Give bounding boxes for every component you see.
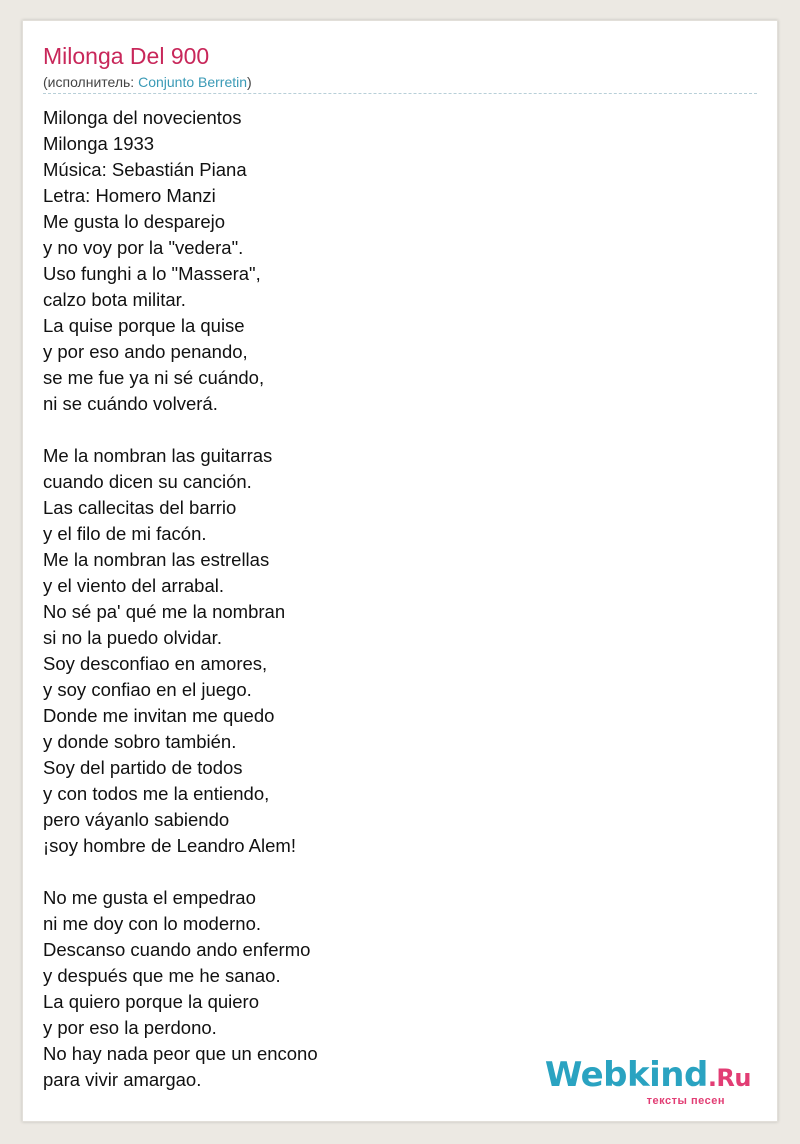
artist-link[interactable]: Conjunto Berretin: [138, 74, 248, 90]
lyric-line: y por eso ando penando,: [43, 341, 248, 362]
lyric-line: si no la puedo olvidar.: [43, 627, 222, 648]
lyric-line: Uso funghi a lo "Massera",: [43, 263, 261, 284]
lyric-line: Descanso cuando ando enfermo: [43, 939, 311, 960]
logo-tld: .Ru: [707, 1064, 751, 1092]
lyric-line: Donde me invitan me quedo: [43, 705, 275, 726]
stanza-break: [43, 417, 743, 443]
lyric-line: se me fue ya ni sé cuándo,: [43, 367, 265, 388]
lyric-line: calzo bota militar.: [43, 289, 186, 310]
webkind-logo[interactable]: [541, 1055, 751, 1107]
stanza-break: [43, 859, 743, 885]
lyric-line: y el filo de mi facón.: [43, 523, 207, 544]
lyric-line: No hay nada peor que un encono: [43, 1043, 318, 1064]
lyric-line: No sé pa' qué me la nombran: [43, 601, 286, 622]
lyric-line: pero váyanlo sabiendo: [43, 809, 230, 830]
lyric-line: y después que me he sanao.: [43, 965, 281, 986]
lyric-line: Música: Sebastián Piana: [43, 159, 247, 180]
lyric-line: Milonga del novecientos: [43, 107, 242, 128]
byline-suffix: ): [247, 74, 252, 90]
byline-prefix: (исполнитель:: [43, 74, 139, 90]
logo-wordmark: [545, 1055, 751, 1095]
lyric-line: ¡soy hombre de Leandro Alem!: [43, 835, 296, 856]
lyric-line: Las callecitas del barrio: [43, 497, 237, 518]
lyric-line: Me la nombran las estrellas: [43, 549, 270, 570]
lyric-line: Me gusta lo desparejo: [43, 211, 226, 232]
lyric-line: Soy del partido de todos: [43, 757, 243, 778]
lyric-line: Soy desconfiao en amores,: [43, 653, 268, 674]
lyric-line: y soy confiao en el juego.: [43, 679, 252, 700]
lyric-line: cuando dicen su canción.: [43, 471, 252, 492]
lyric-line: La quiero porque la quiero: [43, 991, 259, 1012]
lyric-line: ni se cuándo volverá.: [43, 393, 218, 414]
lyric-line: Letra: Homero Manzi: [43, 185, 216, 206]
artist-byline: [43, 74, 252, 90]
lyric-line: No me gusta el empedrao: [43, 887, 256, 908]
lyric-line: y donde sobro también.: [43, 731, 237, 752]
lyric-line: y con todos me la entiendo,: [43, 783, 270, 804]
lyric-line: ni me doy con lo moderno.: [43, 913, 262, 934]
lyric-line: Me la nombran las guitarras: [43, 445, 273, 466]
lyric-line: para vivir amargao.: [43, 1069, 202, 1090]
lyric-line: Milonga 1933: [43, 133, 155, 154]
lyric-line: y el viento del arrabal.: [43, 575, 224, 596]
lyrics-card: [22, 20, 778, 1122]
lyrics-text: [43, 105, 743, 1093]
lyric-line: y no voy por la "vedera".: [43, 237, 244, 258]
logo-name: Webkind: [544, 1055, 708, 1095]
logo-tagline: тексты песен: [646, 1095, 725, 1107]
song-title: Milonga Del 900: [43, 43, 210, 69]
title-divider: [43, 93, 757, 94]
lyric-line: y por eso la perdono.: [43, 1017, 217, 1038]
lyric-line: La quise porque la quise: [43, 315, 245, 336]
